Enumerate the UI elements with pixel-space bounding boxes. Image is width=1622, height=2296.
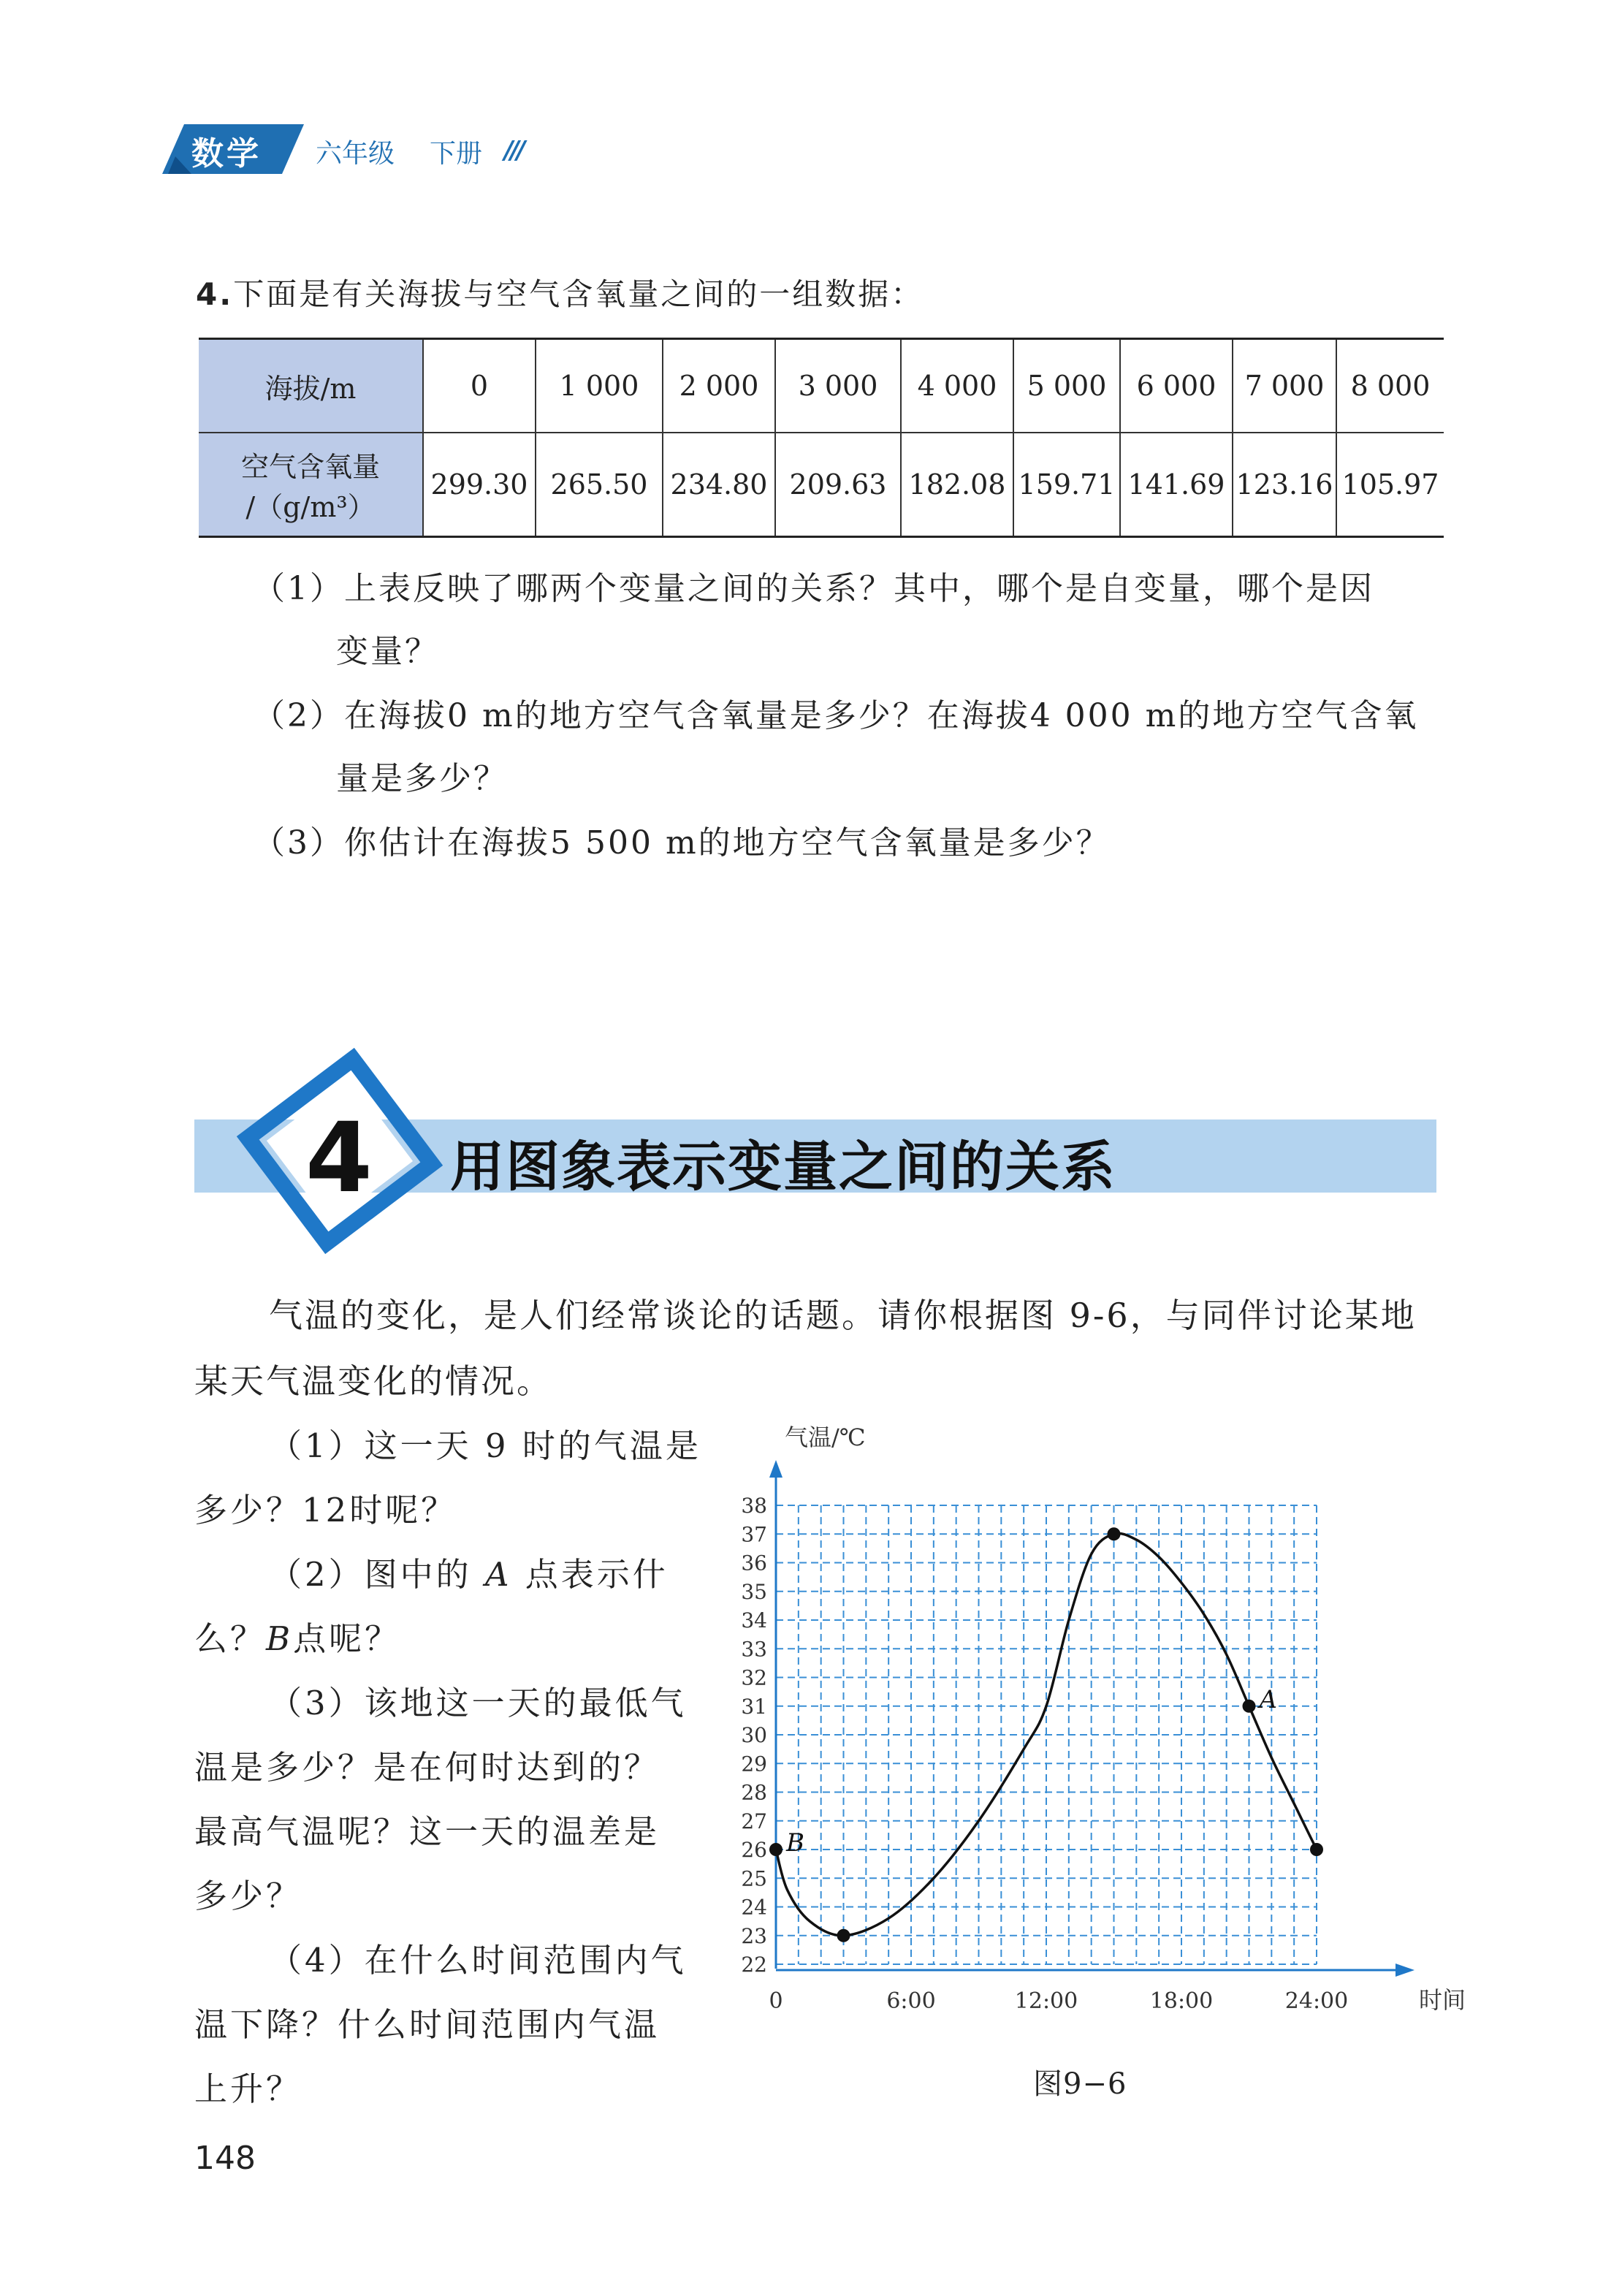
y-tick-label: 30	[741, 1723, 767, 1747]
table-cell: 8 000	[1336, 339, 1444, 433]
question-2-text: 么？	[194, 1619, 267, 1658]
table-row-oxygen	[199, 433, 1444, 537]
question-3: （3）该地这一天的最低气	[269, 1684, 687, 1722]
x-tick-label: 18:00	[1149, 1988, 1214, 2014]
y-tick-label: 29	[741, 1752, 767, 1776]
y-tick-label: 24	[741, 1895, 767, 1920]
question-4-cont: 温下降？什么时间范围内气温	[194, 2005, 660, 2044]
table-cell: 209.63	[775, 433, 901, 537]
data-point	[1310, 1843, 1323, 1856]
y-tick-label: 28	[741, 1780, 767, 1805]
y-axis-arrow	[769, 1460, 783, 1478]
exercise-question-1-cont: 变量？	[336, 633, 439, 670]
y-tick-label: 26	[741, 1838, 767, 1862]
question-3-cont: 多少？	[194, 1877, 302, 1915]
question-2-cont	[194, 1612, 400, 1660]
question-1-cont: 多少？12时呢？	[194, 1491, 457, 1529]
altitude-oxygen-table	[199, 338, 1444, 538]
header-subject: 数学	[191, 135, 262, 172]
table-cell: 5 000	[1013, 339, 1120, 433]
question-2-text: 点呢？	[293, 1619, 401, 1658]
intro-paragraph: 气温的变化，是人们经常谈论的话题。请你根据图 9-6，与同伴讨论某地	[269, 1296, 1417, 1335]
data-point	[769, 1843, 783, 1856]
exercise-4-intro	[196, 270, 924, 314]
question-2	[269, 1548, 669, 1595]
question-2-text: （2）图中的	[269, 1555, 485, 1594]
table-header-oxygen	[199, 433, 423, 537]
table-cell: 2 000	[663, 339, 775, 433]
table-cell: 7 000	[1233, 339, 1336, 433]
x-tick-label: 12:00	[1014, 1988, 1078, 2014]
question-1: （1）这一天 9 时的气温是	[269, 1426, 701, 1465]
question-3-cont: 最高气温呢？这一天的温差是	[194, 1812, 660, 1851]
point-label: B	[786, 1828, 804, 1858]
point-a-ref: A	[484, 1555, 512, 1594]
question-2-text: 点表示什	[511, 1555, 669, 1594]
y-tick-label: 37	[741, 1522, 767, 1547]
table-cell: 159.71	[1013, 433, 1120, 537]
point-label: A	[1259, 1684, 1278, 1714]
table-cell: 6 000	[1120, 339, 1233, 433]
y-tick-label: 38	[741, 1494, 767, 1518]
temperature-chart	[716, 1423, 1466, 2053]
table-cell: 123.16	[1233, 433, 1336, 537]
table-header-oxygen-line1: 空气含氧量	[240, 451, 380, 483]
table-row-altitude	[199, 339, 1444, 433]
point-b-ref: B	[266, 1619, 294, 1658]
data-point	[837, 1929, 850, 1942]
figure-caption: 图9−6	[1033, 2067, 1127, 2101]
exercise-question-1: （1）上表反映了哪两个变量之间的关系？其中，哪个是自变量，哪个是因	[253, 570, 1374, 607]
header-volume: 下册	[430, 139, 483, 169]
x-tick-label: 24:00	[1284, 1988, 1349, 2014]
y-tick-label: 35	[741, 1579, 767, 1604]
x-axis-label: 时间	[1419, 1986, 1466, 2014]
section-number: 4	[305, 1102, 373, 1214]
exercise-number: 4.	[196, 276, 234, 312]
section-title: 用图象表示变量之间的关系	[450, 1136, 1116, 1198]
y-tick-label: 25	[741, 1866, 767, 1891]
table-header-oxygen-line2: /（g/m³）	[245, 491, 376, 523]
y-axis-label: 气温/℃	[785, 1423, 866, 1451]
header-slashes-decoration: ///	[504, 136, 523, 165]
table-cell: 1 000	[536, 339, 663, 433]
table-header-altitude: 海拔/m	[199, 339, 423, 433]
y-tick-label: 34	[741, 1608, 767, 1632]
table-cell: 299.30	[423, 433, 536, 537]
question-4: （4）在什么时间范围内气	[269, 1941, 687, 1980]
y-tick-label: 23	[741, 1923, 767, 1948]
y-tick-label: 32	[741, 1665, 767, 1690]
exercise-question-3: （3）你估计在海拔5 500 m的地方空气含氧量是多少？	[253, 824, 1111, 862]
table-cell: 105.97	[1336, 433, 1444, 537]
y-tick-label: 27	[741, 1809, 767, 1833]
table-cell: 265.50	[536, 433, 663, 537]
table-cell: 182.08	[901, 433, 1013, 537]
table-cell: 4 000	[901, 339, 1013, 433]
x-axis-arrow	[1396, 1964, 1415, 1977]
table-cell: 141.69	[1120, 433, 1233, 537]
question-3-cont: 温是多少？是在何时达到的？	[194, 1748, 660, 1787]
intro-paragraph-cont: 某天气温变化的情况。	[194, 1361, 552, 1401]
exercise-intro-text: 下面是有关海拔与空气含氧量之间的一组数据：	[233, 276, 924, 312]
data-point	[1243, 1700, 1256, 1713]
data-point	[1108, 1527, 1121, 1540]
y-tick-label: 22	[741, 1953, 767, 1977]
y-tick-label: 36	[741, 1551, 767, 1575]
header-grade: 六年级	[316, 139, 395, 169]
y-tick-label: 31	[741, 1694, 767, 1719]
page-number: 148	[194, 2140, 256, 2177]
table-cell: 234.80	[663, 433, 775, 537]
exercise-question-2-cont: 量是多少？	[336, 760, 508, 797]
question-4-cont: 上升？	[194, 2069, 302, 2108]
x-tick-label: 0	[769, 1988, 783, 2014]
table-cell: 3 000	[775, 339, 901, 433]
table-cell: 0	[423, 339, 536, 433]
exercise-question-2: （2）在海拔0 m的地方空气含氧量是多少？在海拔4 000 m的地方空气含氧	[253, 697, 1419, 734]
y-tick-label: 33	[741, 1637, 767, 1662]
x-tick-label: 6:00	[886, 1988, 936, 2014]
